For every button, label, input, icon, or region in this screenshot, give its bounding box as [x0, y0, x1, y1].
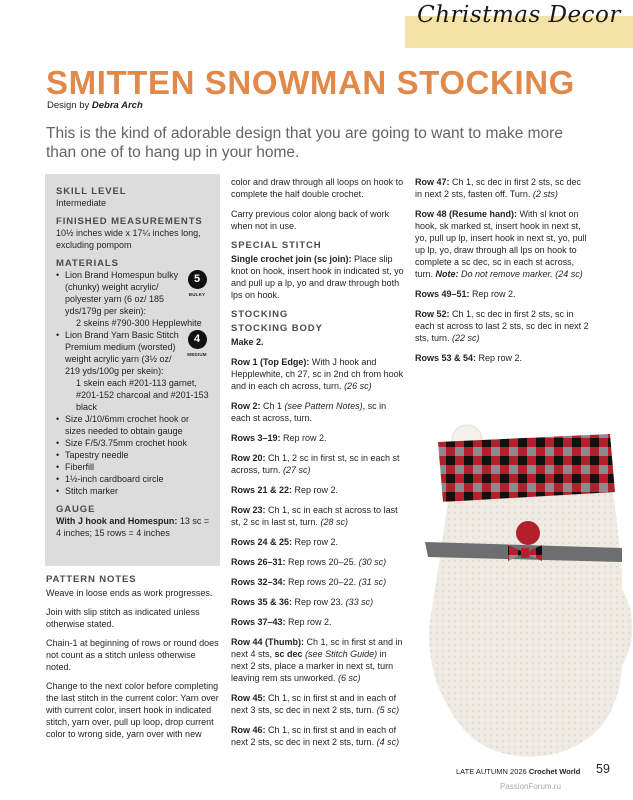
note-paragraph: Weave in loose ends as work progresses.	[46, 588, 213, 598]
row-text: Rep row 2.	[285, 617, 332, 627]
measurements-text: 10½ inches wide x 17¼ inches long, excluding pompom	[56, 228, 201, 250]
row-number: Row 47:	[415, 177, 450, 187]
note-paragraph: Join with slip stitch as indicated unless otherwise stated.	[46, 607, 200, 629]
rows-list-a	[231, 356, 404, 748]
skill-heading: SKILL LEVEL	[56, 186, 127, 197]
pattern-row	[231, 616, 404, 628]
row-number: Row 52:	[415, 309, 450, 319]
row-italic: (see Stitch Guide)	[302, 649, 378, 659]
pattern-row	[231, 536, 404, 548]
page-title: SMITTEN SNOWMAN STOCKING	[46, 64, 575, 101]
row-text: Ch 1, 2 sc in first st, sc in each st across, turn.	[231, 453, 400, 475]
row-text: Rep row 2.	[292, 485, 339, 495]
pattern-row	[231, 636, 404, 684]
stitch-count: (4 sc)	[376, 737, 400, 747]
stitch-count: (27 sc)	[283, 465, 311, 475]
make-text: Make 2.	[231, 337, 264, 347]
measurements-heading: FINISHED MEASUREMENTS	[56, 216, 203, 227]
note-paragraph: Change to the next color before completing the last stitch in the current color: Yarn over with current color, insert hook in indicated stitch, yarn over, pull up loop, drop current color to wrong side, yarn over with new	[46, 681, 219, 739]
list-item: 1 skein each #201-113 garnet, #201-152 charcoal and #201-153 black	[76, 378, 209, 412]
row-bold: Note:	[435, 269, 459, 279]
gauge-heading: GAUGE	[56, 504, 96, 515]
list-item: • Stitch marker	[56, 485, 210, 497]
row-italic: Do not remove marker.	[458, 269, 553, 279]
folio	[456, 767, 580, 776]
pattern-row	[231, 356, 404, 392]
row-text: Rep row 2.	[469, 289, 516, 299]
list-item: • 1½-inch cardboard circle	[56, 473, 210, 485]
skill-level: Intermediate	[56, 198, 107, 208]
stocking-body-heading: STOCKING BODY	[231, 323, 323, 334]
row-text: Ch 1	[260, 401, 285, 411]
row-text: Rep rows 20–25.	[285, 557, 359, 567]
byline-prefix: Design by	[47, 100, 92, 111]
list-item: • 4 MEDIUM Lion Brand Yarn Basic Stitch Premium medium (worsted) weight acrylic yarn (3½ oz/ 219 yds/100g per skein):	[56, 329, 210, 377]
row-number: Rows 49–51:	[415, 289, 470, 299]
stitch-count: (28 sc)	[320, 517, 349, 527]
stitch-count: (30 sc)	[358, 557, 387, 567]
instructions-column-3	[415, 176, 590, 372]
pattern-row	[415, 308, 590, 344]
issue-date: LATE AUTUMN 2026	[456, 767, 529, 776]
row-text: Ch 1, sc dec in first 2 sts, sc dec in next 2 sts, fasten off. Turn.	[415, 177, 582, 199]
pattern-row	[231, 576, 404, 588]
row-number: Rows 26–31:	[231, 557, 286, 567]
row-number: Rows 32–34:	[231, 577, 286, 587]
row-number: Row 1 (Top Edge):	[231, 357, 310, 367]
list-item: • Tapestry needle	[56, 449, 210, 461]
row-number: Row 46:	[231, 725, 266, 735]
snowman-nose	[516, 521, 540, 545]
row-text: Ch 1, sc in first st and in each of next 2 sts, sc dec in next 2 sts, turn.	[231, 725, 397, 747]
pattern-row	[231, 724, 404, 748]
row-text: With J hook and Hepplewhite, ch 27, sc in 2nd ch from hook and in each ch across, turn.	[231, 357, 404, 391]
pattern-row	[231, 692, 404, 716]
row-text: Rep row 2.	[476, 353, 523, 363]
row-number: Row 23:	[231, 505, 266, 515]
stitch-count: (24 sc)	[552, 269, 583, 279]
row-text: Rep row 2.	[280, 433, 327, 443]
stitch-count: (31 sc)	[358, 577, 387, 587]
yarn-weight-5-icon: • 5 BULKY	[186, 270, 208, 296]
pattern-row	[231, 556, 404, 568]
pattern-notes-heading: PATTERN NOTES	[46, 574, 137, 585]
yarn-weight-4-icon: • 4 MEDIUM	[186, 330, 208, 356]
materials-list	[56, 269, 210, 497]
magazine-name: Crochet World	[528, 767, 581, 776]
pattern-row	[231, 504, 404, 528]
list-item: • Size F/5/3.75mm crochet hook	[56, 437, 210, 449]
row-italic: (see Pattern Notes)	[284, 401, 363, 411]
pattern-row	[231, 400, 404, 424]
page-number: 59	[596, 762, 610, 776]
row-text: Ch 1, sc dec in first 2 sts, sc in each st across to last 2 sts, sc dec in next 2 sts, turn.	[415, 309, 589, 343]
row-text: , sc in each st across, turn.	[231, 401, 387, 423]
intro-text: This is the kind of adorable design that you are going to want to make more than one of to hang up in your home.	[46, 125, 563, 161]
stocking-photo	[410, 420, 633, 770]
stocking-heading: STOCKING	[231, 309, 289, 320]
materials-sidebar	[45, 174, 220, 566]
row-number: Row 20:	[231, 453, 266, 463]
byline	[47, 100, 143, 111]
bow-knot	[521, 548, 529, 558]
row-bold: sc dec	[274, 649, 303, 659]
stitch-count: (26 sc)	[344, 381, 372, 391]
pattern-row	[415, 288, 590, 300]
stitch-count: (22 sc)	[452, 333, 480, 343]
row-text: Rep row 2.	[292, 537, 339, 547]
pattern-notes	[46, 574, 222, 747]
section-banner-text: Christmas Decor	[417, 2, 621, 28]
row-text: Rep row 23.	[292, 597, 346, 607]
carry-text: Carry previous color along back of work when not in use.	[231, 209, 390, 231]
list-item: 2 skeins #790-300 Hepplewhite	[76, 318, 202, 328]
row-number: Rows 3–19:	[231, 433, 281, 443]
instructions-column-2	[231, 176, 404, 756]
special-stitch-heading: SPECIAL STITCH	[231, 240, 322, 251]
row-number: Row 44 (Thumb):	[231, 637, 304, 647]
pattern-row	[415, 176, 590, 200]
list-item: • Fiberfill	[56, 461, 210, 473]
row-text: Rep rows 20–22.	[285, 577, 359, 587]
row-number: Rows 37–43:	[231, 617, 286, 627]
pattern-row	[231, 452, 404, 476]
continued-text: color and draw through all loops on hook to complete the half double crochet.	[231, 177, 404, 199]
stitch-count: (6 sc)	[338, 673, 361, 683]
row-text: Ch 1, sc in each st across to last st, 2 sc in last st, turn.	[231, 505, 398, 527]
pattern-row	[231, 596, 404, 608]
list-item: • 5 BULKY Lion Brand Homespun bulky (chunky) weight acrylic/ polyester yarn (6 oz/ 185 yds/179g per skein):	[56, 269, 210, 317]
row-number: Rows 53 & 54:	[415, 353, 477, 363]
gauge-text: With J hook and Homespun: 13 sc = 4 inches; 15 rows = 4 inches	[56, 516, 210, 538]
note-paragraph: Chain-1 at beginning of rows or round does not count as a stitch unless otherwise noted.	[46, 638, 219, 672]
rows-list-b	[415, 176, 590, 364]
stitch-count: (5 sc)	[376, 705, 400, 715]
row-number: Rows 24 & 25:	[231, 537, 293, 547]
row-number: Rows 21 & 22:	[231, 485, 293, 495]
pattern-row	[231, 484, 404, 496]
row-number: Row 45:	[231, 693, 266, 703]
pattern-row	[415, 352, 590, 364]
watermark-credit: PassionForum.ru	[500, 782, 561, 791]
stitch-count: (2 sts)	[532, 189, 558, 199]
row-text: Ch 1, sc in first st and in each of next 3 sts, sc dec in next 2 sts, turn.	[231, 693, 397, 715]
special-stitch-text: Single crochet join (sc join): Place slip knot on hook, insert hook in indicated st, yo and pull up a lp, yo and draw through both lps on hook.	[231, 254, 404, 300]
row-text: Ch 1, sc in first st and in next 4 sts,	[231, 637, 403, 659]
row-text: in next 2 sts, place a marker in next st, turn leaving rem sts unworked.	[231, 649, 394, 683]
row-number: Row 48 (Resume hand):	[415, 209, 518, 219]
plaid-cuff	[438, 434, 615, 502]
designer-name: Debra Arch	[91, 100, 143, 111]
row-number: Rows 35 & 36:	[231, 597, 293, 607]
mitten-body	[429, 458, 622, 757]
pattern-row	[415, 208, 590, 280]
pattern-row	[231, 432, 404, 444]
stitch-count: (33 sc)	[345, 597, 374, 607]
materials-heading: MATERIALS	[56, 258, 119, 269]
row-text: With sl knot on hook, sk marked st, insert hook in next st, yo, pull up lp, insert hook in next st, yo, pull up lp, yo, draw through all lps on hook to complete a sc dec, sc in each st across, turn.	[415, 209, 587, 279]
row-number: Row 2:	[231, 401, 261, 411]
list-item: • Size J/10/6mm crochet hook or sizes needed to obtain gauge	[56, 413, 210, 437]
